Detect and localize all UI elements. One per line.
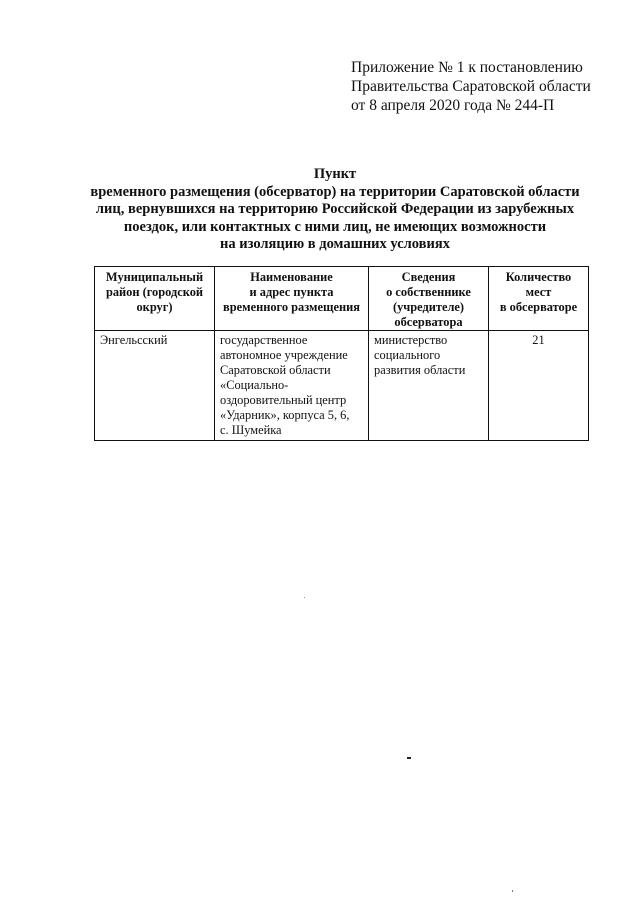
title-line: Пункт [313,166,357,182]
cell-line: социального [374,348,441,362]
cell-name-address [215,331,369,441]
cell-district [95,331,215,441]
observator-table [94,266,589,441]
header-line: район (городской [105,285,204,299]
title-line: временного размещения (обсерватор) на территории Саратовской области [90,183,580,200]
title-line: поездок, или контактных с ними лиц, не имеющих возможности [123,218,547,235]
cell-line: «Ударник», корпуса 5, 6, [220,408,350,422]
scan-speck [512,890,513,892]
header-line: округ) [136,300,173,314]
appendix-line: от 8 апреля 2020 года № 244-П [351,97,555,114]
table-row [95,331,589,441]
header-line: мест [525,285,552,299]
cell-owner [369,331,489,441]
cell-line: с. Шумейка [220,423,282,437]
header-line: о собственнике [386,285,471,299]
cell-line: развития области [374,363,466,377]
header-line: Наименование [250,270,333,284]
header-district [95,267,215,331]
appendix-line: Приложение № 1 к постановлению [351,59,583,76]
cell-line: Энгельсский [100,333,168,347]
table-header-row [95,267,589,331]
header-line: временного размещения [223,300,360,314]
appendix-reference [351,58,631,115]
header-line: (учредителе) [392,300,465,314]
header-line: Муниципальный [105,270,204,284]
cell-line: Саратовской области [220,363,331,377]
cell-places: 21 [489,331,589,441]
appendix-line: Правительства Саратовской области [351,78,591,95]
cell-line: автономное учреждение [220,348,348,362]
cell-line: «Социально- [220,378,289,392]
cell-line: государственное [220,333,308,347]
header-owner [369,267,489,331]
header-line: в обсерваторе [499,300,578,314]
header-name-address [215,267,369,331]
title-line: на изоляцию в домашних условиях [220,236,450,252]
header-line: обсерватора [394,315,463,329]
cell-line: оздоровительный центр [220,393,347,407]
header-line: Сведения [401,270,456,284]
scan-speck [407,757,411,759]
cell-line: министерство [374,333,448,347]
header-line: Количество [505,270,572,284]
header-places [489,267,589,331]
scan-speck [304,597,305,598]
document-title [70,166,600,254]
header-line: и адрес пункта [249,285,334,299]
title-line: лиц, вернувшихся на территорию Российской Федерации из зарубежных [95,201,575,217]
